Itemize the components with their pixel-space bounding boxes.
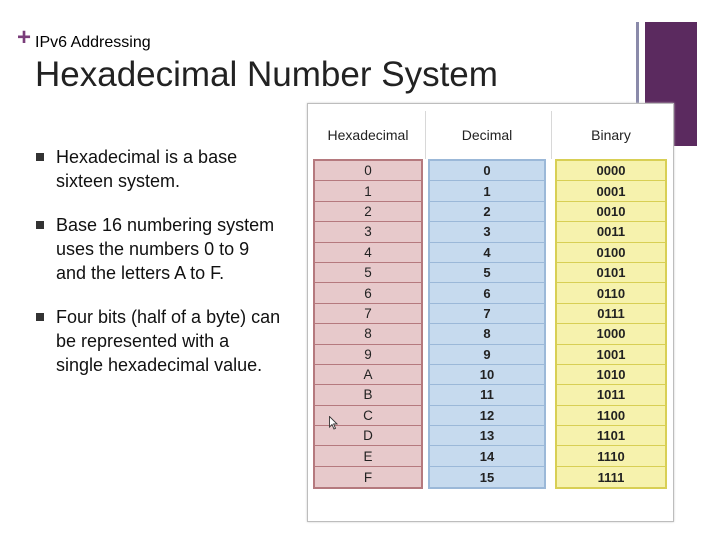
hex-cell: 4 <box>315 243 421 263</box>
decimal-cell: 4 <box>430 243 544 263</box>
hex-cell: A <box>315 365 421 385</box>
binary-cell: 1101 <box>557 426 665 446</box>
hex-conversion-table <box>307 103 674 522</box>
hex-cell: 2 <box>315 202 421 222</box>
binary-cell: 0010 <box>557 202 665 222</box>
decimal-cell: 0 <box>430 161 544 181</box>
column-header-binary: Binary <box>591 127 631 143</box>
decimal-cell: 7 <box>430 304 544 324</box>
bullet-text: Hexadecimal is a base sixteen system. <box>56 147 238 191</box>
decimal-cell: 15 <box>479 469 495 485</box>
hex-cell: 5 <box>315 263 421 283</box>
decimal-cells <box>428 159 546 489</box>
bullet-item <box>36 213 281 285</box>
plus-icon: + <box>17 24 32 51</box>
slide-subtitle: IPv6 Addressing <box>35 34 151 51</box>
hex-cell: D <box>315 426 421 446</box>
hex-cell: F <box>363 469 373 485</box>
hex-cell: C <box>315 406 421 426</box>
decimal-column <box>428 111 546 515</box>
decimal-cell: 9 <box>430 345 544 365</box>
hex-cell: 6 <box>315 283 421 303</box>
bullet-text: Four bits (half of a byte) can be represented with a single hexadecimal value. <box>56 307 281 375</box>
binary-cell: 1010 <box>557 365 665 385</box>
binary-cell: 0100 <box>557 243 665 263</box>
decimal-cell: 8 <box>430 324 544 344</box>
hex-cell: 1 <box>315 181 421 201</box>
hexadecimal-column <box>313 111 423 515</box>
mouse-pointer-icon <box>329 416 339 430</box>
decimal-cell: 3 <box>430 222 544 242</box>
bullet-square-icon <box>36 221 44 229</box>
binary-cell: 1000 <box>557 324 665 344</box>
hex-cell: 0 <box>315 161 421 181</box>
bullet-text: Base 16 numbering system uses the numbers 0 to 9 and the letters A to F. <box>56 215 275 283</box>
hex-cell: 7 <box>315 304 421 324</box>
decimal-cell: 11 <box>430 385 544 405</box>
column-header-hexadecimal: Hexadecimal <box>327 127 409 143</box>
binary-column <box>555 111 667 515</box>
slide-title: Hexadecimal Number System <box>35 55 498 94</box>
binary-cell: 0101 <box>557 263 665 283</box>
binary-cell: 0110 <box>557 283 665 303</box>
decimal-cell: 10 <box>430 365 544 385</box>
bullet-item <box>36 305 281 377</box>
decimal-cell: 6 <box>430 283 544 303</box>
binary-cells <box>555 159 667 489</box>
header-divider <box>425 111 426 159</box>
binary-cell: 0001 <box>557 181 665 201</box>
hex-cell: E <box>315 446 421 466</box>
binary-cell: 0111 <box>557 304 665 324</box>
binary-cell: 1100 <box>557 406 665 426</box>
binary-cell: 1111 <box>597 469 625 485</box>
binary-cell: 0011 <box>557 222 665 242</box>
hex-cell: 3 <box>315 222 421 242</box>
decimal-cell: 1 <box>430 181 544 201</box>
bullet-list <box>36 145 281 397</box>
binary-cell: 1110 <box>557 446 665 466</box>
hexadecimal-cells <box>313 159 423 489</box>
hex-cell: 8 <box>315 324 421 344</box>
binary-cell: 0000 <box>557 161 665 181</box>
header-divider <box>551 111 552 159</box>
decimal-cell: 14 <box>430 446 544 466</box>
decimal-cell: 2 <box>430 202 544 222</box>
decimal-cell: 13 <box>430 426 544 446</box>
bullet-item <box>36 145 281 193</box>
column-header-decimal: Decimal <box>461 127 513 143</box>
hex-cell: 9 <box>315 345 421 365</box>
bullet-square-icon <box>36 153 44 161</box>
binary-cell: 1011 <box>557 385 665 405</box>
decimal-cell: 12 <box>430 406 544 426</box>
hex-cell: B <box>315 385 421 405</box>
bullet-square-icon <box>36 313 44 321</box>
binary-cell: 1001 <box>557 345 665 365</box>
decimal-cell: 5 <box>430 263 544 283</box>
